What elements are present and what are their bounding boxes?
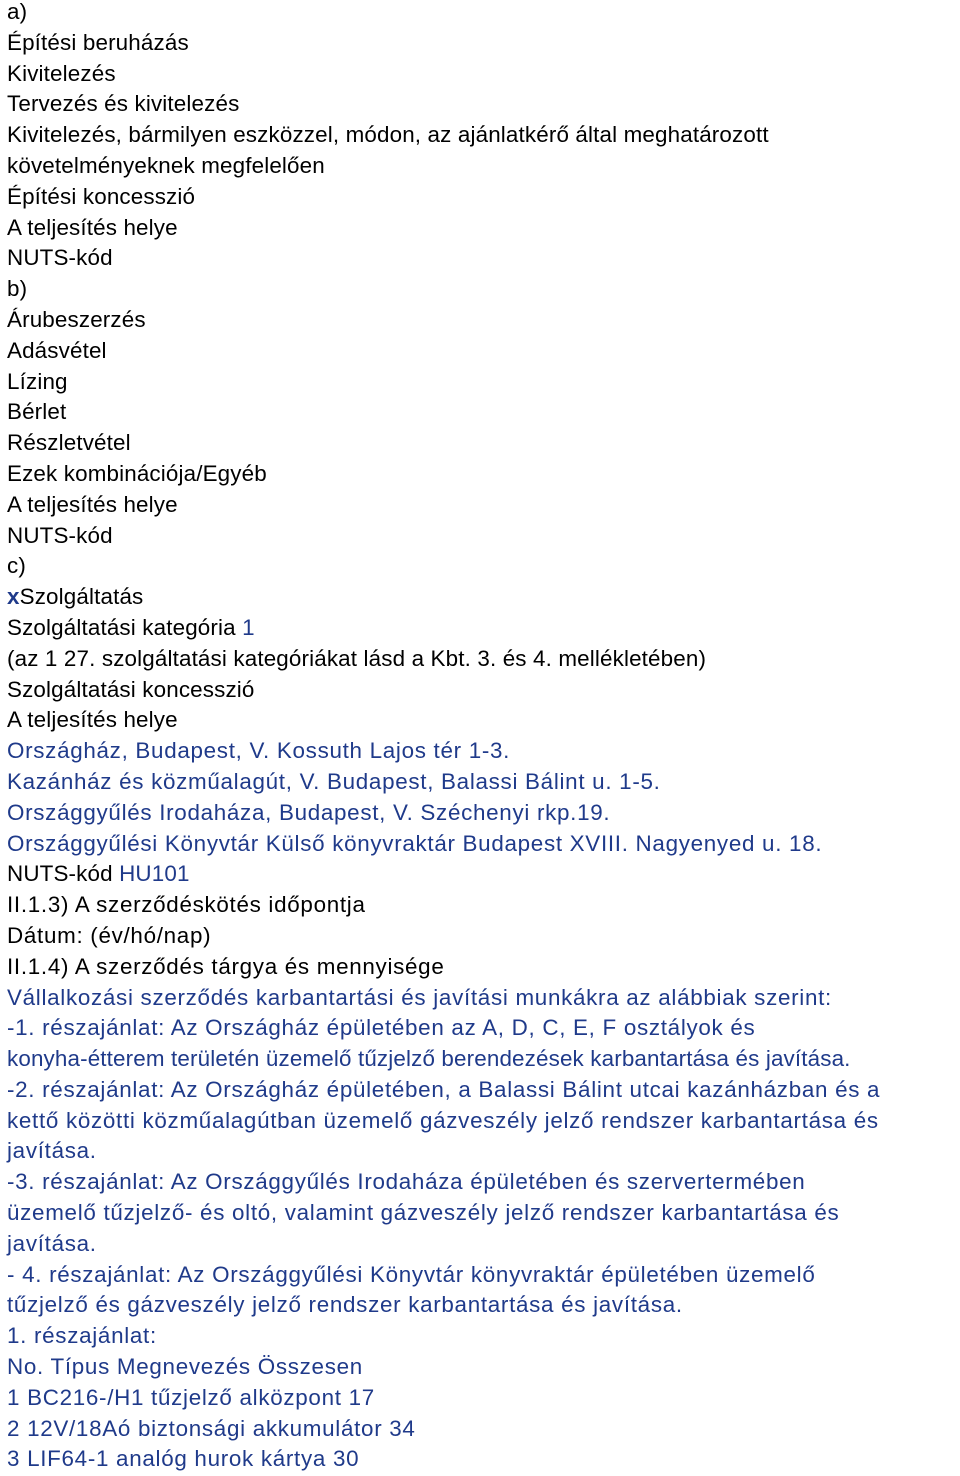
section-b-label: b) xyxy=(7,276,28,302)
items-table-header: No. Típus Megnevezés Összesen xyxy=(7,1354,363,1380)
document-body xyxy=(7,0,957,1475)
section-a-item: Tervezés és kivitelezés xyxy=(7,91,240,117)
place-item: Országház, Budapest, V. Kossuth Lajos tér 1-3. xyxy=(7,738,511,764)
place-item: Országgyűlési Könyvtár Külső könyvraktár Budapest XVIII. Nagyenyed u. 18. xyxy=(7,830,823,856)
items-table-row: 3 LIF64-1 analóg hurok kártya 30 xyxy=(7,1446,360,1472)
section-c-label: c) xyxy=(7,553,26,579)
section-b-item: Ezek kombinációja/Egyéb xyxy=(7,460,267,486)
part1-label: 1. részajánlat: xyxy=(7,1323,157,1349)
subject-line: üzemelő tűzjelző- és oltó, valamint gázveszély jelző rendszer karbantartása és xyxy=(7,1200,840,1226)
contract-subject-intro: Vállalkozási szerződés karbantartási és javítási munkákra az alábbiak szerint: xyxy=(7,984,832,1010)
subject-line: javítása. xyxy=(7,1138,97,1164)
subject-line: konyha-étterem területén üzemelő tűzjelző berendezések karbantartása és javítása. xyxy=(7,1046,851,1072)
subject-line: -2. részajánlat: Az Országház épületében, a Balassi Bálint utcai kazánházban és a xyxy=(7,1076,881,1102)
place-item: Országgyűlés Irodaháza, Budapest, V. Széchenyi rkp.19. xyxy=(7,799,611,825)
service-row xyxy=(7,582,957,613)
section-a-item: A teljesítés helye xyxy=(7,214,178,240)
section-b-item: Lízing xyxy=(7,368,68,394)
subject-line: -3. részajánlat: Az Országgyűlés Irodaháza épületében és szervertermében xyxy=(7,1169,806,1195)
service-category-value: 1 xyxy=(242,614,255,640)
items-table-row: 2 12V/18Aó biztonsági akkumulátor 34 xyxy=(7,1415,416,1441)
section-b-item: Árubeszerzés xyxy=(7,306,146,332)
service-concession: Szolgáltatási koncesszió xyxy=(7,676,255,702)
section-b-item: Részletvétel xyxy=(7,430,131,456)
nuts-label: NUTS-kód xyxy=(7,861,113,887)
service-check-mark: x xyxy=(7,584,20,610)
nuts-value: HU101 xyxy=(119,861,190,887)
section-b-item: NUTS-kód xyxy=(7,522,113,548)
service-category-note: (az 1 27. szolgáltatási kategóriákat lásd a Kbt. 3. és 4. mellékletében) xyxy=(7,645,707,671)
section-b-item: Adásvétel xyxy=(7,337,107,363)
items-table-row: 1 BC216-/H1 tűzjelző alközpont 17 xyxy=(7,1384,375,1410)
section-a-item: Építési koncesszió xyxy=(7,183,196,209)
subject-line: -1. részajánlat: Az Országház épületében az A, D, C, E, F osztályok és xyxy=(7,1015,756,1041)
contract-date-heading: II.1.3) A szerződéskötés időpontja xyxy=(7,892,366,918)
section-a-item: Kivitelezés xyxy=(7,60,116,86)
contract-subject-heading: II.1.4) A szerződés tárgya és mennyisége xyxy=(7,953,445,979)
section-b-item: A teljesítés helye xyxy=(7,491,178,517)
contract-date-label: Dátum: (év/hó/nap) xyxy=(7,922,212,948)
subject-line: kettő közötti közműalagútban üzemelő gázveszély jelző rendszer karbantartása és xyxy=(7,1107,879,1133)
subject-line: tűzjelző és gázveszély jelző rendszer karbantartása és javítása. xyxy=(7,1292,683,1318)
section-a-item: NUTS-kód xyxy=(7,245,113,271)
service-category-label: Szolgáltatási kategória xyxy=(7,614,236,640)
section-a-item: követelményeknek megfelelően xyxy=(7,152,325,178)
section-a-item: Építési beruházás xyxy=(7,29,189,55)
section-b-item: Bérlet xyxy=(7,399,67,425)
service-category-row xyxy=(7,613,957,644)
service-label: Szolgáltatás xyxy=(19,584,144,610)
subject-line: javítása. xyxy=(7,1230,97,1256)
section-a-label: a) xyxy=(7,0,28,24)
place-item: Kazánház és közműalagút, V. Budapest, Balassi Bálint u. 1-5. xyxy=(7,768,661,794)
section-a-item: Kivitelezés, bármilyen eszközzel, módon, az ajánlatkérő által meghatározott xyxy=(7,122,769,148)
place-label: A teljesítés helye xyxy=(7,707,178,733)
nuts-row xyxy=(7,859,957,890)
subject-line: - 4. részajánlat: Az Országgyűlési Könyvtár könyvraktár épületében üzemelő xyxy=(7,1261,816,1287)
